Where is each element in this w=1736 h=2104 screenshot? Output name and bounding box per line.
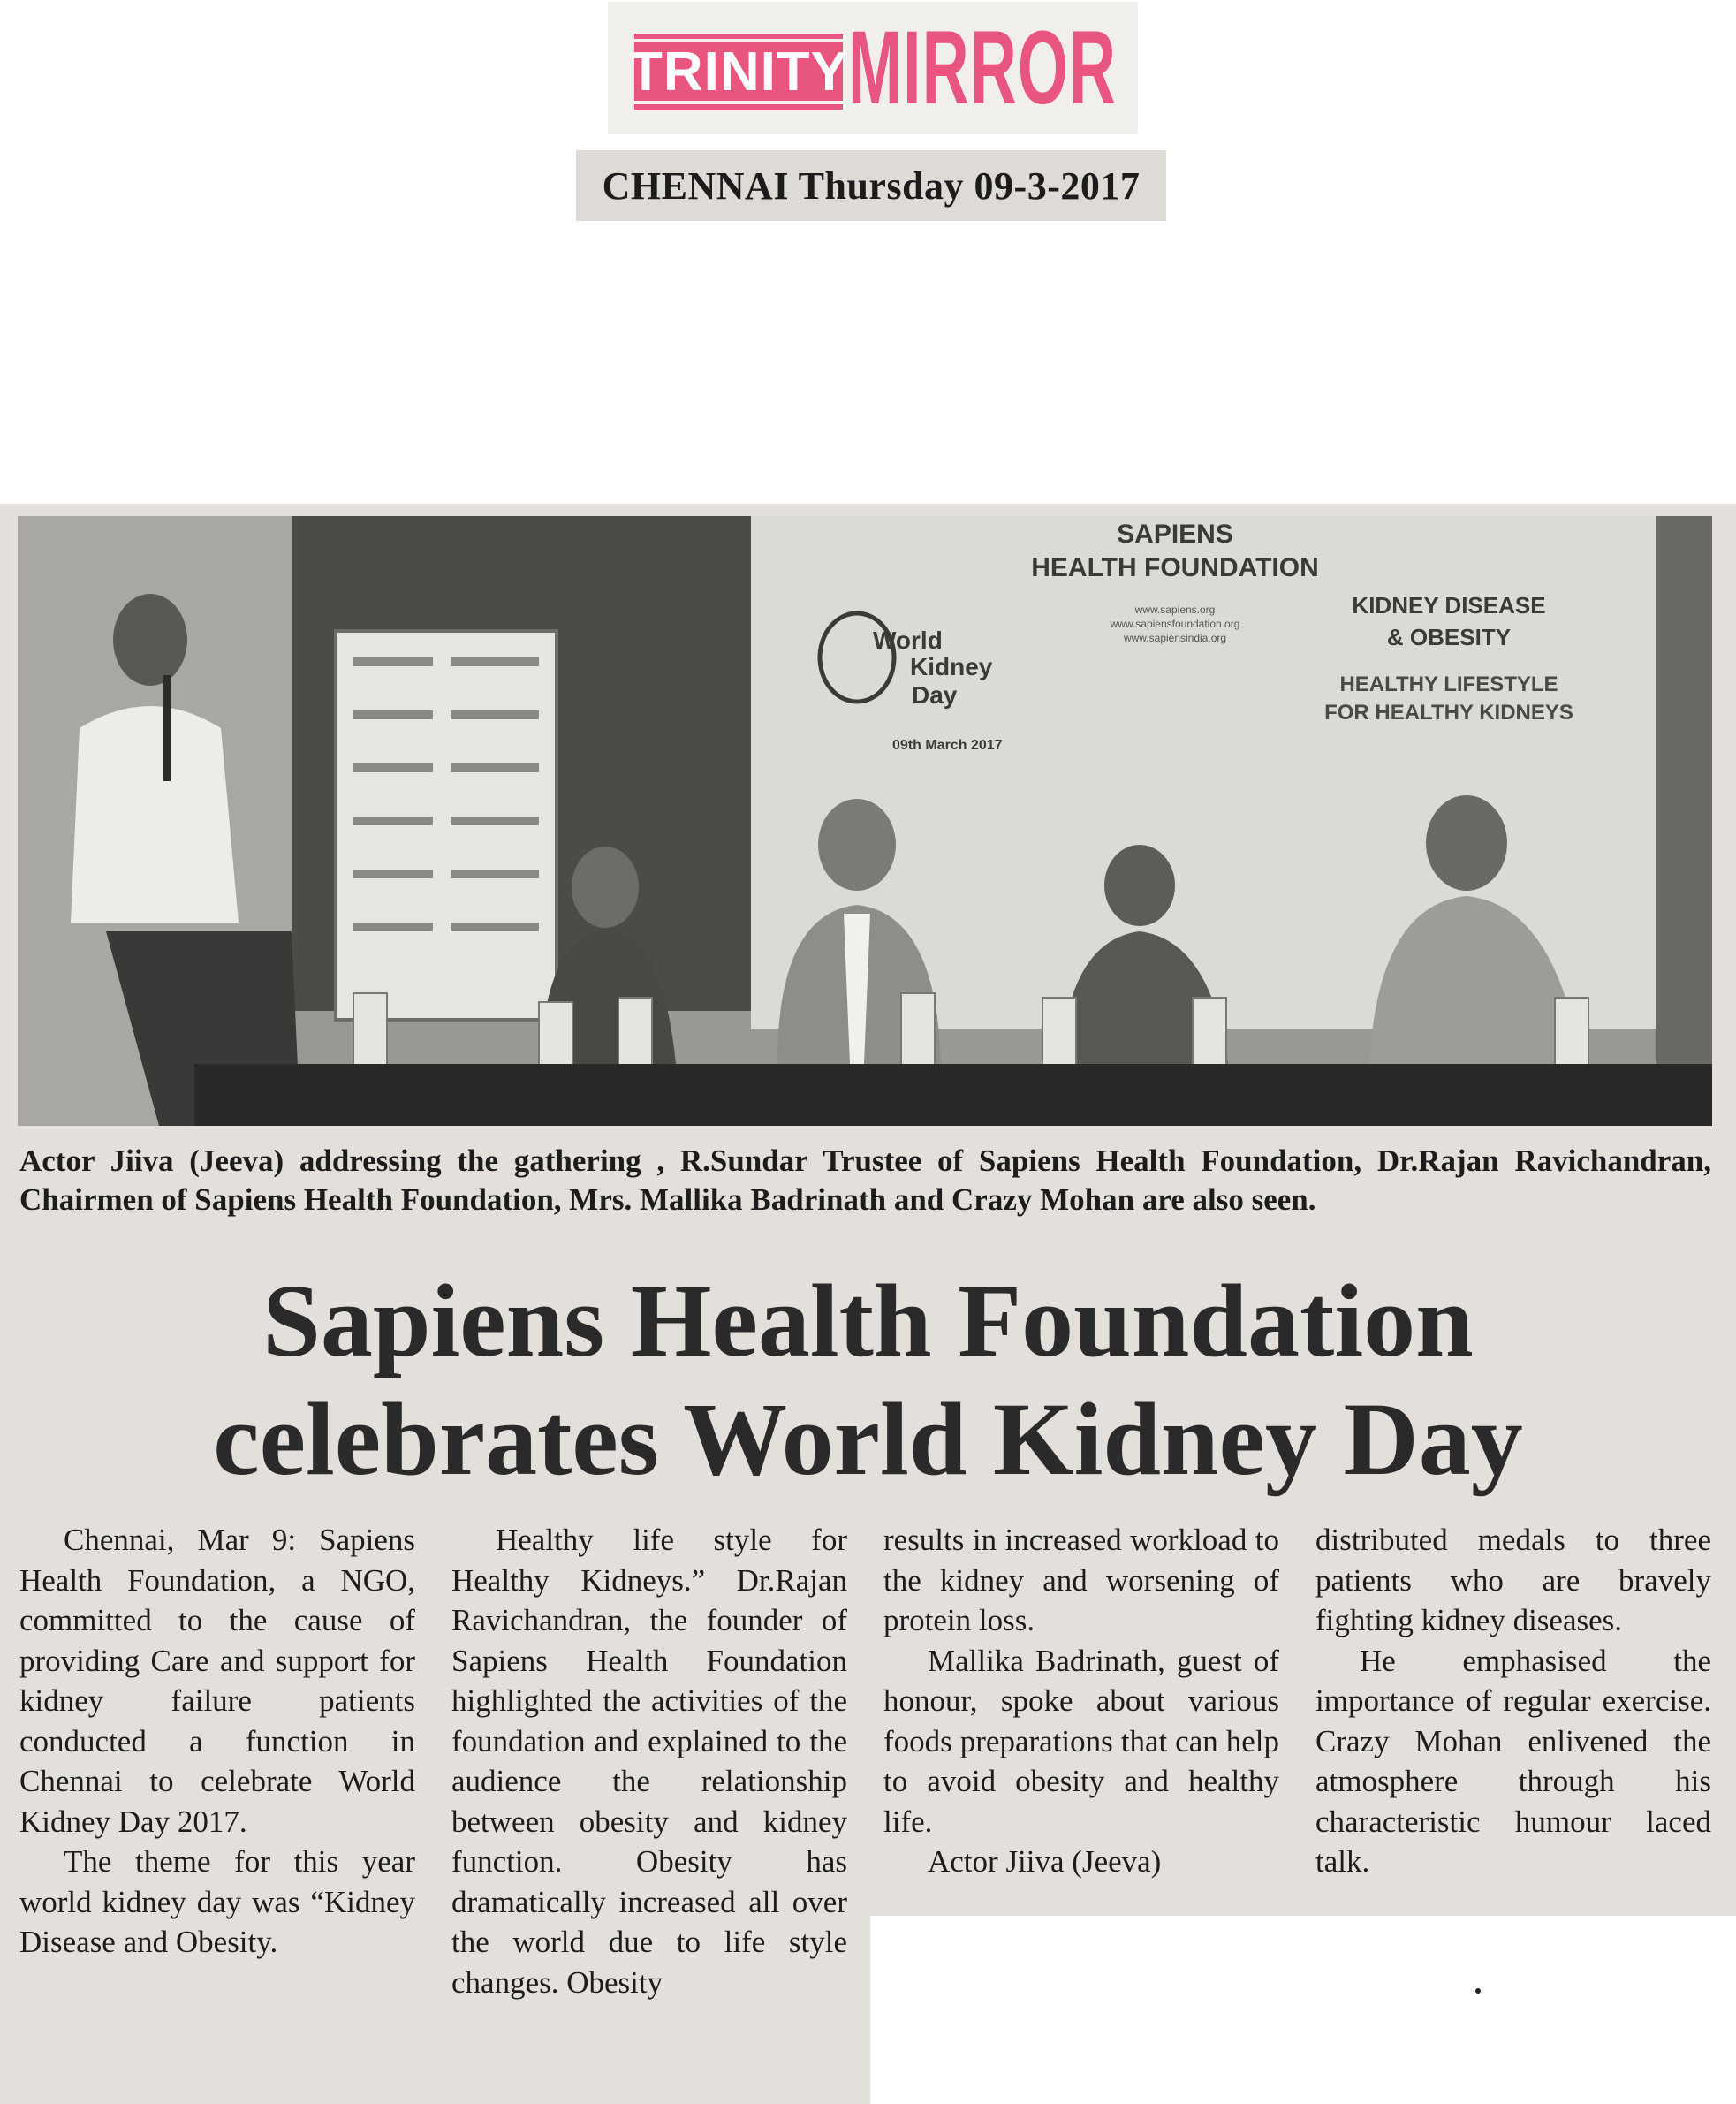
banner-url-2: www.sapiensfoundation.org <box>1110 618 1240 630</box>
head-table <box>194 1064 1712 1126</box>
paragraph: He emphasised the importance of regular exercise. Crazy Mohan enlivened the atmosphere through his characteristic humour laced talk. <box>1315 1643 1711 1879</box>
theme-line1: KIDNEY DISEASE <box>1352 592 1546 619</box>
dateline: CHENNAI Thursday 09-3-2017 <box>576 150 1166 221</box>
paragraph: distributed medals to three patients who are bravely fighting kidney diseases. <box>1315 1523 1711 1637</box>
event-line2: Kidney <box>910 653 993 680</box>
theme-line2: & OBESITY <box>1386 624 1512 650</box>
event-date: 09th March 2017 <box>892 738 1003 753</box>
banner-org-line2: HEALTH FOUNDATION <box>1031 553 1319 582</box>
photo-caption: Actor Jiiva (Jeeva) addressing the gathering , R.Sundar Trustee of Sapiens Health Foundation, Dr.Rajan Ravichandran, Chairmen of Sapiens Health Foundation, Mrs. Mallika Badrinath and Crazy Mohan are also seen. <box>19 1143 1711 1217</box>
theme-line4: FOR HEALTHY KIDNEYS <box>1324 701 1573 725</box>
headline <box>18 1262 1718 1499</box>
paragraph: Mallika Badrinath, guest of honour, spoke about various foods preparations that can help to avoid obesity and healthy life. <box>883 1643 1279 1839</box>
blank-paper-area <box>870 1916 1736 2104</box>
article-column-2 <box>451 1520 847 2085</box>
banner-url-3: www.sapiensindia.org <box>1123 632 1227 644</box>
masthead <box>608 2 1138 134</box>
event-line1: World <box>873 627 943 654</box>
article-clipping <box>0 504 1736 2104</box>
event-photo-illustration <box>18 516 1712 1126</box>
event-photo <box>18 516 1712 1126</box>
headline-line-2: celebrates World Kidney Day <box>213 1381 1523 1497</box>
paragraph: Actor Jiiva (Jeeva) <box>928 1844 1162 1879</box>
newspaper-logo-trinity: TRINITY <box>634 34 843 110</box>
article-column-1 <box>19 1520 415 2085</box>
paragraph: Healthy life style for Healthy Kidneys.” Dr.Rajan Ravichandran, the founder of Sapiens Health Foundation highlighted the activities of the foundation and explained to the audience the relationship between obesity and kidney function. Obesity has dramatically increased all over the world due to life style changes. Obesity <box>451 1523 847 2000</box>
banner-org-line1: SAPIENS <box>1117 520 1233 549</box>
paragraph: results in increased workload to the kidney and worsening of protein loss. <box>883 1523 1279 1637</box>
newspaper-logo-mirror: MIRROR <box>848 10 1118 126</box>
event-line3: Day <box>912 681 958 709</box>
paragraph: The theme for this year world kidney day was “Kidney Disease and Obesity. <box>19 1844 415 1959</box>
ink-speck <box>1475 1988 1481 1994</box>
paragraph: Chennai, Mar 9: Sapiens Health Foundation, a NGO, committed to the cause of providing Care and support for kidney failure patients conducted a function in Chennai to celebrate World Kidney Day 2017. <box>19 1523 415 1839</box>
banner-url-1: www.sapiens.org <box>1134 604 1216 616</box>
headline-line-1: Sapiens Health Foundation <box>262 1263 1474 1379</box>
theme-line3: HEALTHY LIFESTYLE <box>1339 672 1558 696</box>
